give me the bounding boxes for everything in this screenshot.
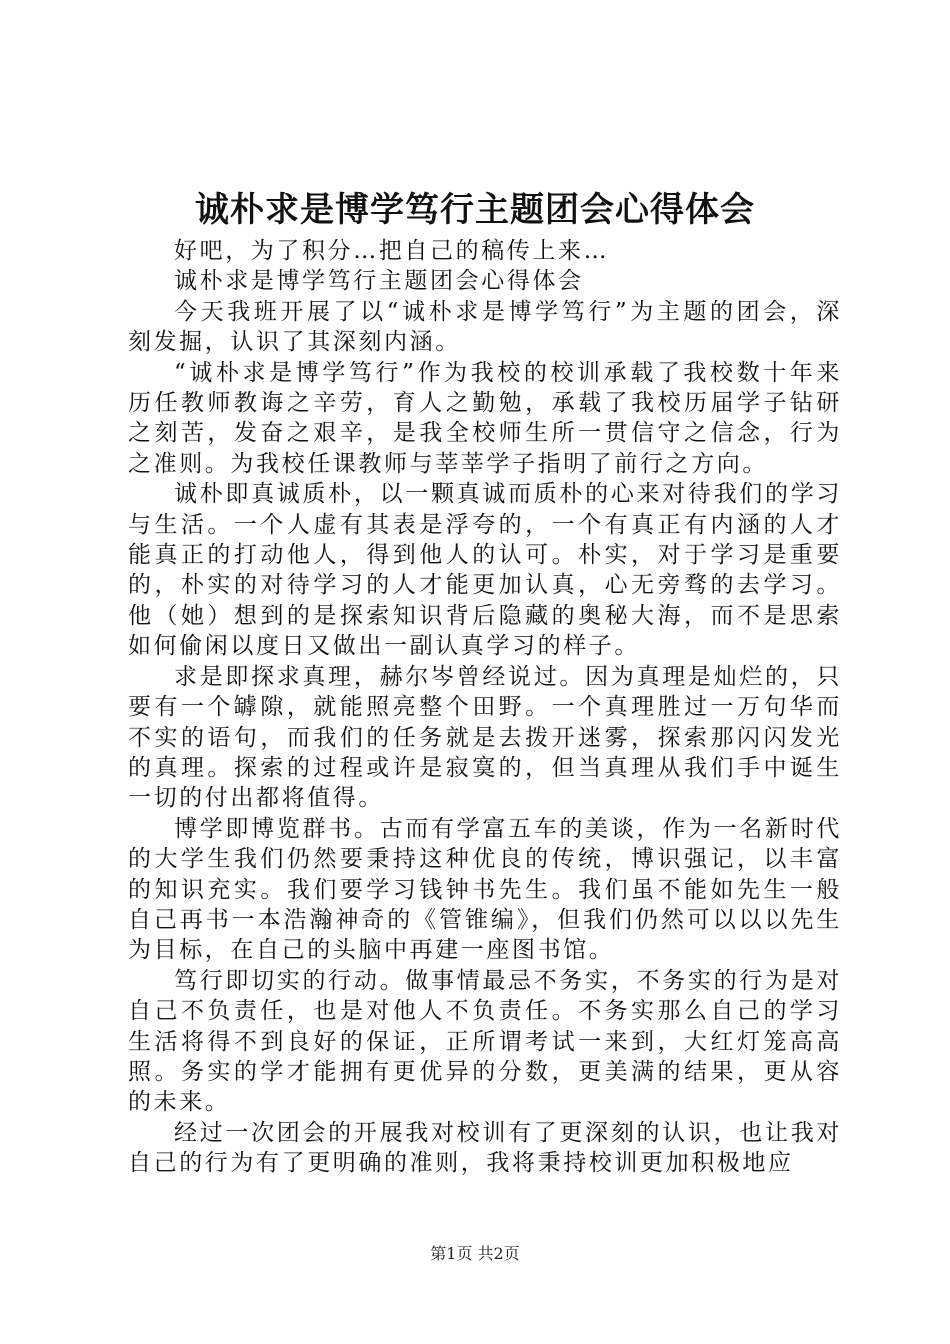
- paragraph-subtitle: 诚朴求是博学笃行主题团会心得体会: [174, 268, 584, 295]
- paragraph-motto: “诚朴求是博学笃行”作为我校的校训承载了我校数十年来历任教师教诲之辛劳，育人之勤勉，承载了我校历届学子钻研之刻苦，发奋之艰辛，是我全校师生所一贯信守之信念，行为之准则。为我校任课教师与莘莘学子指明了前行之方向。: [128, 359, 842, 477]
- paragraph-boxue: 博学即博览群书。古而有学富五车的美谈，作为一名新时代的大学生我们仍然要秉持这种优良的传统，博识强记，以丰富的知识充实。我们要学习钱钟书先生。我们虽不能如先生一般自己再书一本浩瀚神奇的《管锥编》，但我们仍然可以以以先生为目标，在自己的头脑中再建一座图书馆。: [128, 815, 842, 964]
- page-footer: [0, 1242, 950, 1266]
- paragraph-intro-note: 好吧，为了积分…把自己的稿传上来…: [174, 238, 610, 264]
- paragraph-duxing: 笃行即切实的行动。做事情最忌不务实，不务实的行为是对自己不负责任，也是对他人不负责任。不务实那么自己的学习生活将得不到良好的保证，正所谓考试一来到，大红灯笼高高照。务实的学才能拥有更优异的分数，更美满的结果，更从容的未来。: [128, 967, 842, 1116]
- paragraph-qiushi: 求是即探求真理，赫尔岑曾经说过。因为真理是灿烂的，只要有一个罅隙，就能照亮整个田野。一个真理胜过一万句华而不实的语句，而我们的任务就是去拨开迷雾，探索那闪闪发光的真理。探索的过程或许是寂寞的，但当真理从我们手中诞生一切的付出都将值得。: [128, 663, 842, 812]
- document-title: 诚朴求是博学笃行主题团会心得体会: [195, 190, 755, 230]
- page-number-label: 第1页 共2页: [430, 1244, 520, 1263]
- paragraph-opening: 今天我班开展了以“诚朴求是博学笃行”为主题的团会，深刻发掘，认识了其深刻内涵。: [128, 298, 842, 356]
- paragraph-chengpu: 诚朴即真诚质朴，以一颗真诚而质朴的心来对待我们的学习与生活。一个人虚有其表是浮夸的，一个有真正有内涵的人才能真正的打动他人，得到他人的认可。朴实，对于学习是重要的，朴实的对待学习的人才能更加认真，心无旁骛的去学习。他（她）想到的是探索知识背后隐藏的奥秘大海，而不是思索如何偷闲以度日又做出一副认真学习的样子。: [128, 481, 842, 660]
- paragraph-conclusion: 经过一次团会的开展我对校训有了更深刻的认识，也让我对自己的行为有了更明确的准则，我将秉持校训更加积极地应: [128, 1119, 842, 1177]
- document-body: [128, 236, 842, 1179]
